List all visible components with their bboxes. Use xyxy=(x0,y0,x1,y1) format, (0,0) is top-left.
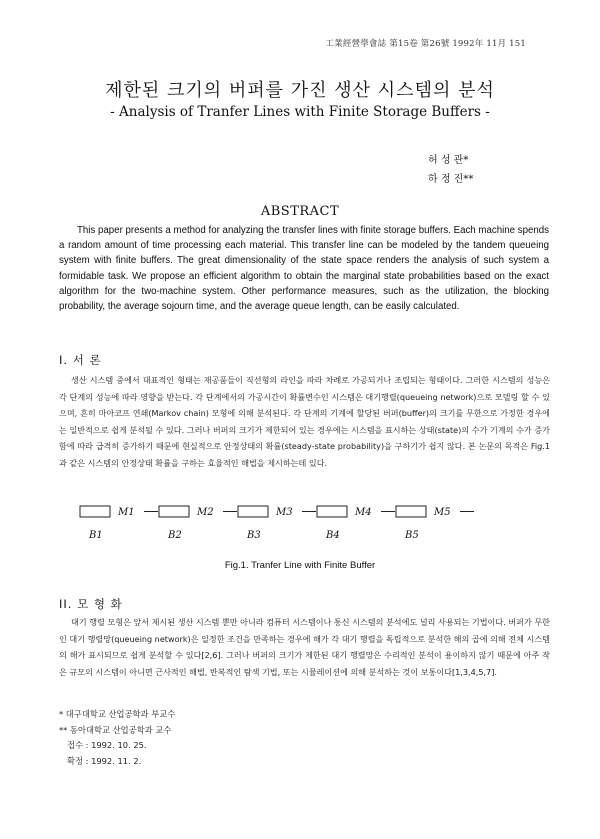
author-list xyxy=(428,151,473,189)
footnotes xyxy=(59,707,175,769)
accepted-date: 확정 : 1992. 11. 2. xyxy=(67,755,142,766)
figure-caption: Fig.1. Tranfer Line with Finite Buffer xyxy=(224,560,376,571)
footnote-affiliation-2: ** 동아대학교 산업공학과 교수 xyxy=(59,724,172,735)
received-date: 접수 : 1992. 10. 25. xyxy=(67,740,147,751)
figure-transfer-line xyxy=(78,498,548,548)
section-1-heading: I. 서 론 xyxy=(59,353,102,367)
buffer-label-1: B1 xyxy=(89,530,103,541)
machine-label-5: M5 xyxy=(434,507,451,518)
buffer-box-3 xyxy=(238,506,268,517)
buffer-label-2: B2 xyxy=(168,530,182,541)
title-korean: 제한된 크기의 버퍼를 가진 생산 시스템의 분석 xyxy=(105,80,495,101)
buffer-box-2 xyxy=(159,506,189,517)
buffer-label-4: B4 xyxy=(326,530,340,541)
buffer-box-1 xyxy=(80,506,110,517)
author-1: 허 성 관* xyxy=(428,155,469,166)
journal-header: 工業經營學會誌 第15卷 第26號 1992年 11月 151 xyxy=(325,39,526,49)
machine-label-1: M1 xyxy=(118,507,135,518)
section-2-heading: II. 모 형 화 xyxy=(59,597,123,611)
buffer-box-4 xyxy=(317,506,347,517)
title-english: - Analysis of Tranfer Lines with Finite Storage Buffers - xyxy=(110,104,490,120)
section-2-text: 대기 행렬 모형은 앞서 제시된 생산 시스템 뿐만 아니라 컴퓨터 시스템이나 통신 시스템의 분석에도 널리 사용되는 기법이다. 버퍼가 무한인 대기 행렬망(queueing network)은 일정한 조건을 만족하는 경우에 해가 각 대기 행렬을 독립적으로 분석한 해의 곱에 의해 전체 시스템의 해가 표시되므로 쉽게 분석할 수 있다[2,6]. 그러나 버퍼의 크기가 제한된 대기 행렬망은 수리적인 분석이 용이하지 않기 때문에 아주 작은 규모의 시스템이 아니면 근사적인 해법, 반복적인 탐색 기법, 또는 시뮬레이션에 의해 분석하는 것이 보통이다[1,3,4,5,7]. xyxy=(59,617,550,677)
buffer-label-5: B5 xyxy=(405,530,419,541)
author-2: 하 정 진** xyxy=(428,174,474,185)
transfer-line-diagram xyxy=(78,498,548,548)
buffer-box-5 xyxy=(396,506,426,517)
machine-label-4: M4 xyxy=(355,507,372,518)
abstract-heading: ABSTRACT xyxy=(260,204,340,219)
abstract-text: This paper presents a method for analyzing the transfer lines with finite storage buffers. Each machine spends a random amount of time processing each material. This transfer line can be modeled by the tandem queueing system with finite buffers. The great dimensionality of the state space renders the analysis of such system a formidable task. We propose an efficient algorithm to obtain the marginal state probabilities based on the exact algorithm for the two-machine system. Other performance measures, such as the utilization, the blocking probability, the average sojourn time, and the average queue length, can be easily calculated. xyxy=(59,225,549,313)
machine-label-3: M3 xyxy=(276,507,293,518)
buffer-label-3: B3 xyxy=(247,530,261,541)
machine-label-2: M2 xyxy=(197,507,214,518)
footnote-affiliation-1: * 대구대학교 산업공학과 부교수 xyxy=(59,709,176,719)
section-1-text: 생산 시스템 중에서 대표적인 형태는 재공품들이 직선형의 라인을 따라 차례로 가공되거나 조립되는 형태이다. 그러한 시스템의 성능은 각 단계의 성능에 따라 영향을 받는다. 각 단계에서의 가공시간이 확률변수인 시스템은 대기행렬(queueing network)으로 모델링 할 수 있으며, 흔히 마아코프 연쇄(Markov chain) 모형에 의해 분석된다. 각 단계의 기계에 할당된 버퍼(buffer)의 크기를 무한으로 가정한 경우에는 일반적으로 쉽게 분석될 수 있다. 그러나 버퍼의 크기가 제한되어 있는 경우에는 시스템을 표시하는 상태(state)의 수가 기계의 수가 증가함에 따라 급격히 증가하기 때문에 현실적으로 안정상태의 확률(steady-state probability)을 구하기가 쉽지 않다. 본 논문의 목적은 Fig.1과 같은 시스템의 안정상태 확률을 구하는 효율적인 해법을 제시하는데 있다. xyxy=(59,375,550,468)
